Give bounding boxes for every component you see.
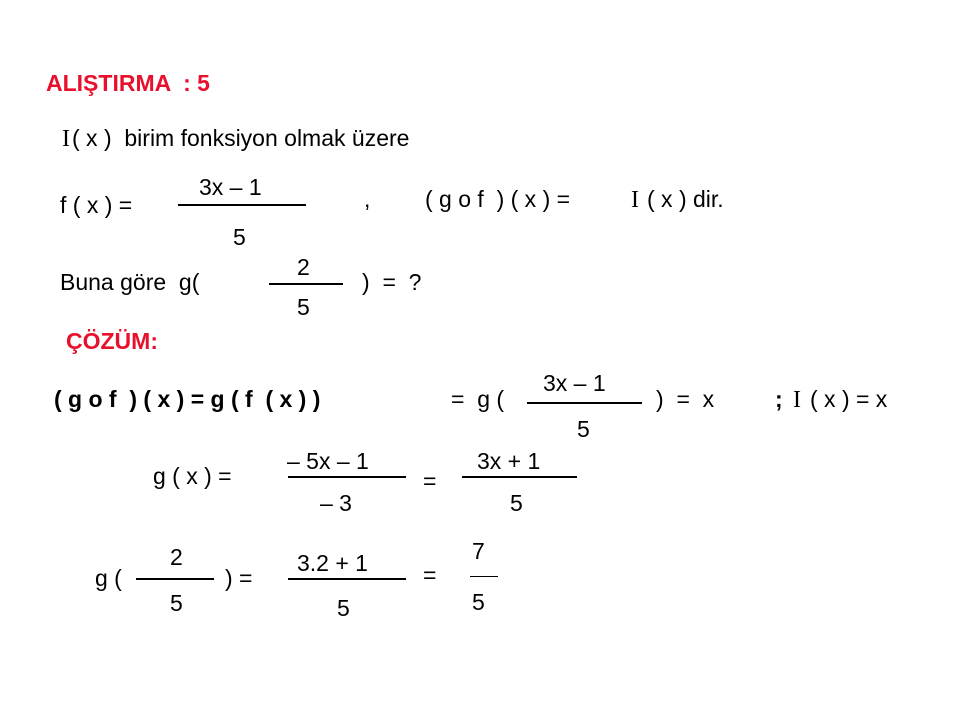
step1-close: ) = x — [656, 386, 715, 412]
f-fraction-bar — [178, 204, 306, 206]
step3-denominator-1: 5 — [170, 590, 183, 616]
g-open: g ( — [95, 565, 122, 591]
f-denominator: 5 — [233, 224, 246, 250]
step2-numerator-1: – 5x – 1 — [287, 448, 369, 474]
g-lhs: g ( x ) = — [153, 463, 232, 489]
step3-fraction-bar-2 — [288, 578, 406, 580]
f-lhs: f ( x ) = — [60, 192, 133, 218]
identity-definition: ( x ) = x — [810, 386, 888, 412]
step3-equals: = — [423, 562, 437, 588]
solution-label: ÇÖZÜM: — [66, 328, 158, 354]
step2-fraction-bar-1 — [288, 476, 406, 478]
identity-symbol: I — [62, 126, 70, 152]
composition-lhs: ( g o f ) ( x ) = g ( f ( x ) ) — [54, 386, 321, 412]
result-numerator: 7 — [472, 538, 485, 564]
question-fraction-bar — [269, 283, 343, 285]
question-denominator: 5 — [297, 294, 310, 320]
condition-identity-symbol: I — [631, 187, 639, 213]
question-numerator: 2 — [297, 254, 310, 280]
f-numerator: 3x – 1 — [199, 174, 262, 200]
step1-fraction-bar — [527, 402, 642, 404]
step2-equals: = — [423, 468, 437, 494]
g-close-equals: ) = — [225, 565, 253, 591]
step3-numerator-2: 3.2 + 1 — [297, 550, 368, 576]
step2-numerator-2: 3x + 1 — [477, 448, 541, 474]
identity-statement: ( x ) birim fonksiyon olmak üzere — [72, 125, 410, 151]
step3-numerator-1: 2 — [170, 544, 183, 570]
step1-denominator: 5 — [577, 416, 590, 442]
step2-denominator-1: – 3 — [320, 490, 352, 516]
semicolon: ; — [775, 386, 783, 412]
condition-rhs: ( x ) dir. — [647, 186, 724, 212]
step2-fraction-bar-2 — [462, 476, 577, 478]
step1-numerator: 3x – 1 — [543, 370, 606, 396]
question-suffix: ) = ? — [362, 269, 422, 295]
exercise-title: ALIŞTIRMA : 5 — [46, 70, 210, 96]
composition-g-open: = g ( — [451, 386, 505, 412]
result-denominator: 5 — [472, 589, 485, 615]
condition-lhs: ( g o f ) ( x ) = — [425, 186, 571, 212]
result-fraction-bar — [470, 576, 498, 577]
step2-denominator-2: 5 — [510, 490, 523, 516]
step3-denominator-2: 5 — [337, 595, 350, 621]
step3-fraction-bar-1 — [136, 578, 214, 580]
step1-identity-symbol: I — [793, 387, 801, 413]
comma: , — [364, 186, 371, 212]
question-prefix: Buna göre g( — [60, 269, 200, 295]
